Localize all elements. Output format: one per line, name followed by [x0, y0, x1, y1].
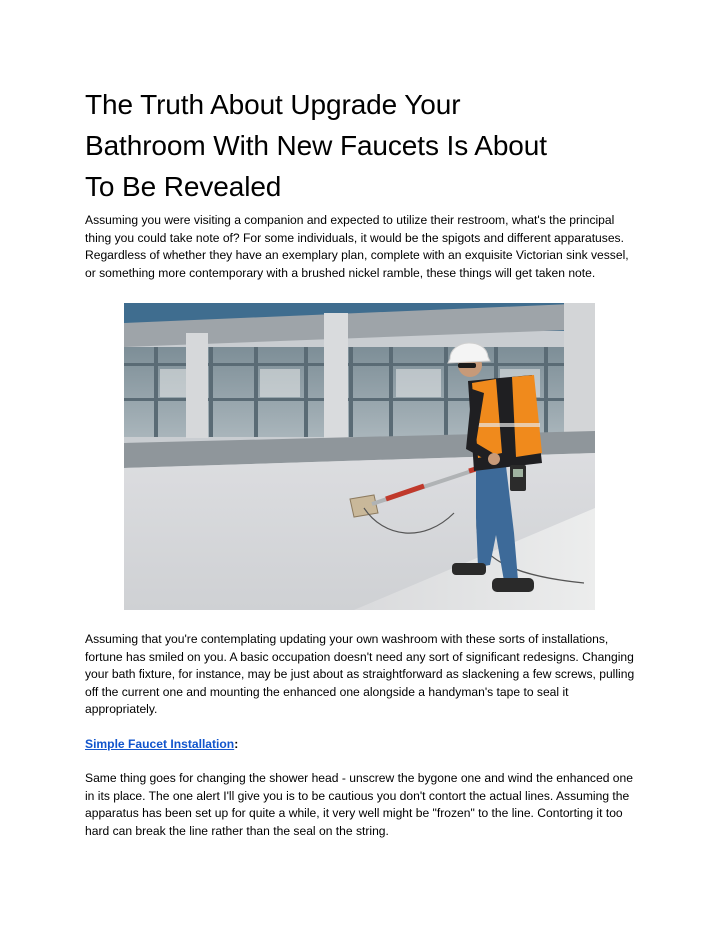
title-line-3: To Be Revealed: [85, 171, 282, 202]
title-line-2: Bathroom With New Faucets Is About: [85, 130, 547, 161]
intro-paragraph: Assuming you were visiting a companion and expected to utilize their restroom, what's the principal thing you could take note of? For some individuals, it would be the spigots and different apparatuses. Regardless of whether they have an exemplary plan, complete with an exquisite Victorian sink vessel, or something more contemporary with a brushed nickel ramble, these things will get taken note.: [85, 213, 629, 280]
body-paragraph-2: Assuming that you're contemplating updating your own washroom with these sorts of installations, fortune has smiled on you. A basic occupation doesn't need any sort of significant redesigns. Changing your bath fixture, for instance, may be just about as straightforward as slackening a few screws, pulling off the current one and mounting the enhanced one alongside a handyman's tape to seal it appropriately.: [85, 632, 635, 716]
subheading-colon: :: [234, 736, 239, 751]
page-title: [85, 84, 640, 207]
title-line-1: The Truth About Upgrade Your: [85, 89, 461, 120]
worker-inspection-photo: [124, 303, 595, 610]
body-paragraph-3: Same thing goes for changing the shower head - unscrew the bygone one and wind the enhanced one in its place. The one alert I'll give you is to be cautious you don't contort the actual lines. Assuming the apparatus has been set up for quite a while, it very well might be "frozen" to the line. Contorting it too hard can break the line rather than the seal on the string.: [85, 771, 633, 838]
subheading: [85, 736, 640, 754]
simple-faucet-installation-link[interactable]: Simple Faucet Installation: [85, 736, 235, 751]
article: [85, 84, 640, 840]
